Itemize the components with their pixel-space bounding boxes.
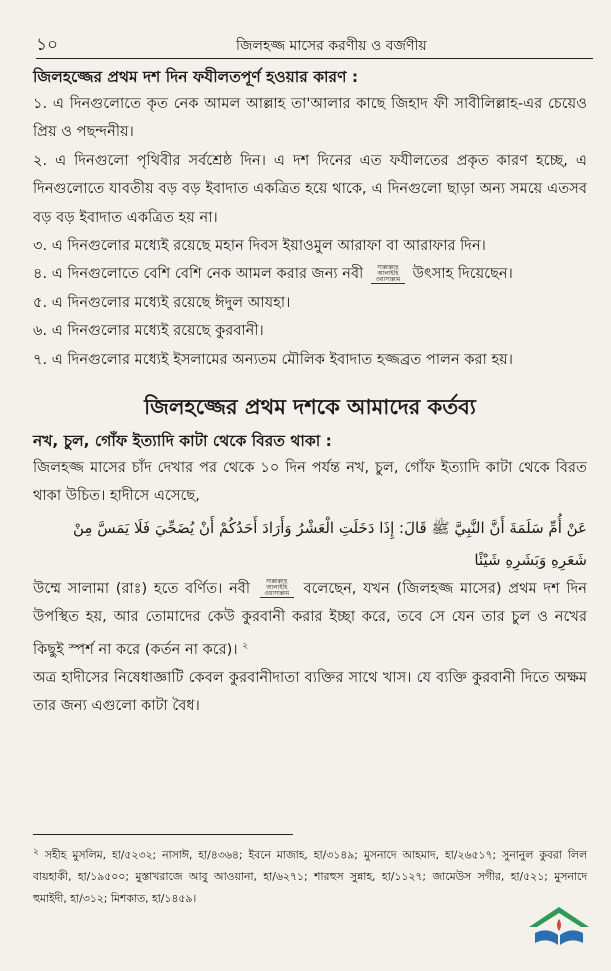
footnote-divider xyxy=(33,834,293,835)
reason-item-4 xyxy=(33,260,587,288)
closing-paragraph: অত্র হাদীসের নিষেধাজ্ঞাটি কেবল কুরবানীদাতা ব্যক্তির সাথে খাস। যে ব্যক্তি কুরবানী দিতে অক্ষম তার জন্য এগুলো কাটা বৈধ। xyxy=(33,668,587,715)
hadith-translation xyxy=(33,575,587,664)
hadith-arabic-line-2: شَعَرِهِ وَبَشَرِهِ شَيْئًا xyxy=(474,550,587,569)
page-number: ১০ xyxy=(36,35,59,55)
reason-item-4-text-end: উৎসাহ দিয়েছেন। xyxy=(412,265,513,283)
reasons-heading: জিলহজ্জের প্রথম দশ দিন ফযীলতপূর্ণ হওয়ার কারণ : xyxy=(33,68,359,86)
page-header xyxy=(36,30,593,59)
publisher-logo xyxy=(523,901,595,951)
logo-book-left-icon xyxy=(535,930,558,945)
duties-heading: জিলহজ্জের প্রথম দশকে আমাদের কর্তব্য xyxy=(144,395,476,420)
reason-item-4-text: ৪. এ দিনগুলোতে বেশি বেশি নেক আমল করার জন্য নবী xyxy=(33,265,364,283)
duties-subheading: নখ, চুল, গোঁফ ইত্যাদি কাটা থেকে বিরত থাকা : xyxy=(33,432,332,451)
hadith-translation-end: বলেছেন, যখন (জিলহজ্জ মাসের) প্রথম দশ দিন উপস্থিত হয়, আর তোমাদের কেউ কুরবানী করার ইচ্ছা করে, তবে সে যেন তার চুল ও নখের কিছুই স্পর্শ না করে (কর্তন না করে)। xyxy=(33,579,587,658)
reason-item-7: ৭. এ দিনগুলোর মধ্যেই ইসলামের অন্যতম মৌলিক ইবাদাত হজ্জব্রত পালন করা হয়। xyxy=(33,350,513,368)
salutation-seal-2: সাল্লাল্লাহু আলাইহি ওয়াসাল্লাম xyxy=(260,579,294,598)
footnote-text: সহীহ মুসলিম, হা/৫২৩২; নাসাঈ, হা/৪৩৬৪; ইবনে মাজাহ, হা/৩১৪৯; মুসনাদে আহমাদ, হা/২৬৫১৭; সুনানুল কুবরা লিল বায়হাকী, হা/১৯৫০০; মুস্তাখরাজে আবু আওয়ানা, হা/৬২৭১; শারহুস সুন্নাহ, হা/১১২৭; জামেউস সগীর, হা/৫২১; মুসনাদে হুমাইদী, হা/৩১২; মিশকাত, হা/১৪৫৯। xyxy=(33,848,588,905)
logo-book-right-icon xyxy=(560,930,583,945)
reason-item-2: ২. এ দিনগুলো পৃথিবীর সর্বশ্রেষ্ঠ দিন। এ দশ দিনের এত ফযীলতের প্রকৃত কারণ হচ্ছে, এ দিনগুলোতে যাবতীয় বড় বড় ইবাদাত একত্রিত হয়ে থাকে, এ দিনগুলো ছাড়া অন্য সময়ে এতসব বড় বড় ইবাদাত একত্রিত হয় না। xyxy=(33,151,587,226)
reason-item-5: ৫. এ দিনগুলোর মধ্যেই রয়েছে ঈদুল আযহা। xyxy=(33,293,291,311)
footnote-marker: ২ xyxy=(33,847,39,857)
reason-item-1: ১. এ দিনগুলোতে কৃত নেক আমল আল্লাহ তা'আলার কাছে জিহাদ ফী সাবীলিল্লাহ-এর চেয়েও প্রিয় ও পছন্দনীয়। xyxy=(33,95,587,141)
footnote-reference[interactable]: ২ xyxy=(242,640,249,651)
salutation-seal: সাল্লাল্লাহু আলাইহি ওয়াসাল্লাম xyxy=(371,265,405,284)
duties-intro: জিলহজ্জ মাসের চাঁদ দেখার পর থেকে ১০ দিন পর্যন্ত নখ, চুল, গোঁফ ইত্যাদি কাটা থেকে বিরত থাকা উচিত। হাদীসে এসেছে, xyxy=(33,459,587,505)
running-title: জিলহজ্জ মাসের করণীয় ও বর্জণীয় xyxy=(236,38,427,54)
logo-flame-icon xyxy=(557,919,561,931)
hadith-translation-start: উম্মে সালামা (রাঃ) হতে বর্ণিত। নবী xyxy=(33,579,251,597)
footnote xyxy=(33,842,587,909)
reason-item-6: ৬. এ দিনগুলোর মধ্যেই রয়েছে কুরবানী। xyxy=(33,322,264,340)
page-content xyxy=(33,64,587,721)
hadith-arabic-line-1: عَنْ أُمِّ سَلَمَةَ أَنَّ النَّبِيَّ ﷺ قَالَ: إِذَا دَخَلَتِ الْعَشْرُ وَأَرَادَ أَحَدُكُمْ أَنْ يُضَحِّيَ فَلَا يَمَسَّ مِنْ xyxy=(73,518,587,537)
reason-item-3: ৩. এ দিনগুলোর মধ্যেই রয়েছে মহান দিবস ইয়াওমুল আরাফা বা আরাফার দিন। xyxy=(33,237,486,255)
